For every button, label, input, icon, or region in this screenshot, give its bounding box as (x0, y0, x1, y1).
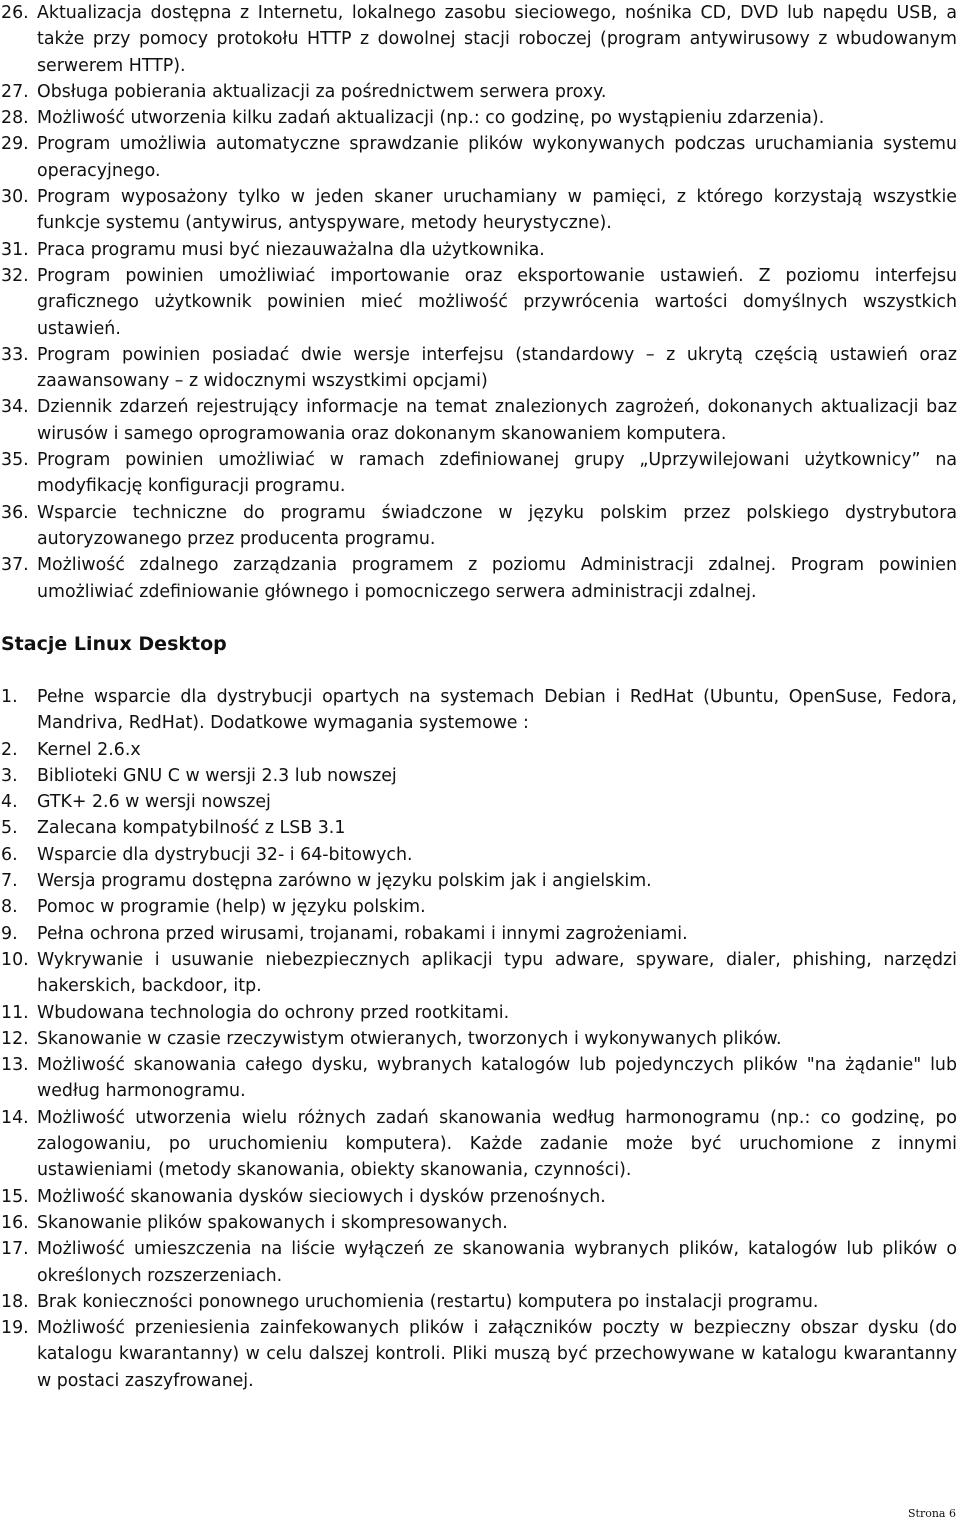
list-item-number: 4. (1, 792, 18, 813)
list-item-text: Program powinien umożliwiać w ramach zdefiniowanej grupy „Uprzywilejowani użytkownicy” na modyfikację konfiguracji programu. (37, 450, 957, 497)
list-item-text: Możliwość utworzenia wielu różnych zadań skanowania według harmonogramu (np.: co godzinę, po zalogowaniu, po uruchomieniu komputera). Każde zadanie może być uruchomione z innymi ustawieniami (metody skanowania, obiekty skanowania, czynności). (37, 1107, 957, 1181)
list-item-number: 12. (1, 1028, 29, 1049)
list-item-text: Wersja programu dostępna zarówno w języku polskim jak i angielskim. (37, 871, 652, 892)
list-item-number: 31. (1, 239, 29, 260)
list-item-number: 30. (1, 187, 29, 208)
list-item (1, 447, 957, 500)
list-item (1, 1289, 957, 1315)
list-item-number: 27. (1, 81, 29, 102)
list-item-text: Możliwość skanowania dysków sieciowych i dysków przenośnych. (37, 1186, 606, 1207)
list-item (1, 105, 957, 131)
list-item (1, 1184, 957, 1210)
list-item-number: 7. (1, 871, 18, 892)
list-item-text: Skanowanie plików spakowanych i skompresowanych. (37, 1212, 508, 1233)
list-item (1, 1105, 957, 1184)
list-item-number: 8. (1, 897, 18, 918)
list-item-text: Wykrywanie i usuwanie niebezpiecznych aplikacji typu adware, spyware, dialer, phishing, narzędzi hakerskich, backdoor, itp. (37, 949, 957, 997)
list-item-number: 19. (1, 1318, 29, 1339)
list-item-number: 11. (1, 1002, 29, 1023)
list-item-text: Możliwość zdalnego zarządzania programem z poziomu Administracji zdalnej. Program powinien umożliwiać zdefiniowanie głównego i pomocniczego serwera administracji zdalnej. (37, 555, 957, 602)
list-item-text: Skanowanie w czasie rzeczywistym otwieranych, tworzonych i wykonywanych plików. (37, 1028, 782, 1049)
list-item-text: Wsparcie dla dystrybucji 32- i 64-bitowych. (37, 844, 413, 865)
list-item (1, 394, 957, 447)
list-item (1, 342, 957, 395)
list-item-number: 28. (1, 108, 29, 129)
linux-desktop-requirements-list (1, 684, 957, 1394)
list-item-number: 14. (1, 1107, 29, 1128)
list-item-number: 9. (1, 923, 18, 944)
list-item-text: Program powinien posiadać dwie wersje interfejsu (standardowy – z ukrytą częścią ustawień oraz zaawansowany – z widocznymi wszystkimi opcjami) (37, 344, 957, 392)
list-item-number: 16. (1, 1212, 29, 1233)
list-item-text: Możliwość utworzenia kilku zadań aktualizacji (np.: co godzinę, po wystąpieniu zdarzenia). (37, 108, 825, 129)
list-item (1, 947, 957, 1000)
list-item-text: Biblioteki GNU C w wersji 2.3 lub nowszej (37, 765, 397, 786)
list-item-text: Wbudowana technologia do ochrony przed rootkitami. (37, 1002, 510, 1023)
list-item (1, 684, 957, 737)
list-item-number: 35. (1, 450, 29, 471)
list-item-number: 17. (1, 1239, 29, 1260)
list-item-number: 13. (1, 1055, 29, 1076)
list-item (1, 1052, 957, 1105)
list-item-number: 33. (1, 344, 29, 365)
list-item-number: 10. (1, 949, 29, 970)
list-item-text: Możliwość przeniesienia zainfekowanych plików i załączników poczty w bezpieczny obszar dysku (do katalogu kwarantanny) w celu dalszej kontroli. Pliki muszą być przechowywane w katalogu kwarantanny w postaci zaszyfrowanej. (37, 1318, 957, 1391)
list-item-text: Dziennik zdarzeń rejestrujący informacje na temat znalezionych zagrożeń, dokonanych aktualizacji baz wirusów i samego oprogramowania oraz dokonanym skanowaniem komputera. (37, 397, 957, 444)
list-item-text: Pomoc w programie (help) w języku polskim. (37, 897, 426, 918)
list-item (1, 0, 957, 79)
list-item-number: 2. (1, 739, 18, 760)
list-item (1, 737, 957, 763)
list-item-text: Brak konieczności ponownego uruchomienia (restartu) komputera po instalacji programu. (37, 1291, 819, 1312)
list-item (1, 842, 957, 868)
list-item-text: GTK+ 2.6 w wersji nowszej (37, 792, 271, 813)
list-item (1, 263, 957, 342)
list-item-number: 32. (1, 265, 29, 286)
requirements-list-continued (1, 0, 957, 605)
list-item-number: 36. (1, 502, 29, 523)
list-item (1, 1315, 957, 1394)
list-item (1, 131, 957, 184)
list-item (1, 500, 957, 553)
page-number: Strona 6 (908, 1507, 956, 1520)
list-item-text: Aktualizacja dostępna z Internetu, lokalnego zasobu sieciowego, nośnika CD, DVD lub napędu USB, a także przy pomocy protokołu HTTP z dowolnej stacji roboczej (program antywirusowy z wbudowanym serwerem HTTP). (37, 3, 957, 76)
list-item (1, 1210, 957, 1236)
list-item (1, 868, 957, 894)
list-item-number: 18. (1, 1291, 29, 1312)
list-item (1, 894, 957, 920)
list-item (1, 237, 957, 263)
list-item-number: 15. (1, 1186, 29, 1207)
list-item-number: 29. (1, 134, 29, 155)
list-item-number: 26. (1, 3, 29, 23)
section-heading: Stacje Linux Desktop (1, 633, 227, 655)
list-item (1, 815, 957, 841)
list-item-text: Praca programu musi być niezauważalna dla użytkownika. (37, 239, 545, 260)
list-item-text: Zalecana kompatybilność z LSB 3.1 (37, 818, 346, 839)
list-item (1, 79, 957, 105)
list-item (1, 789, 957, 815)
list-item-number: 1. (1, 687, 18, 707)
list-item-text: Kernel 2.6.x (37, 739, 141, 760)
list-item (1, 552, 957, 605)
list-item-number: 34. (1, 397, 29, 418)
list-item-number: 37. (1, 555, 29, 576)
list-item-number: 6. (1, 844, 18, 865)
list-item-number: 3. (1, 765, 18, 786)
list-item-text: Wsparcie techniczne do programu świadczone w języku polskim przez polskiego dystrybutora autoryzowanego przez producenta programu. (37, 502, 957, 549)
list-item (1, 1236, 957, 1289)
list-item-text: Możliwość umieszczenia na liście wyłączeń ze skanowania wybranych plików, katalogów lub plików o określonych rozszerzeniach. (37, 1239, 957, 1286)
list-item-text: Program powinien umożliwiać importowanie oraz eksportowanie ustawień. Z poziomu interfejsu graficznego użytkownik powinien mieć możliwość przywrócenia wartości domyślnych wszystkich ustawień. (37, 265, 957, 339)
list-item (1, 1000, 957, 1026)
list-item (1, 763, 957, 789)
list-item-text: Możliwość skanowania całego dysku, wybranych katalogów lub pojedynczych plików "na żądanie" lub według harmonogramu. (37, 1055, 957, 1102)
list-item-text: Obsługa pobierania aktualizacji za pośrednictwem serwera proxy. (37, 81, 607, 102)
list-item (1, 1026, 957, 1052)
list-item-text: Program umożliwia automatyczne sprawdzanie plików wykonywanych podczas uruchamiania systemu operacyjnego. (37, 134, 957, 181)
list-item (1, 921, 957, 947)
list-item-text: Program wyposażony tylko w jeden skaner uruchamiany w pamięci, z którego korzystają wszystkie funkcje systemu (antywirus, antyspyware, metody heurystyczne). (37, 187, 957, 234)
list-item-text: Pełna ochrona przed wirusami, trojanami, robakami i innymi zagrożeniami. (37, 923, 688, 944)
list-item (1, 184, 957, 237)
list-item-number: 5. (1, 818, 18, 839)
list-item-text: Pełne wsparcie dla dystrybucji opartych na systemach Debian i RedHat (Ubuntu, OpenSuse, Fedora, Mandriva, RedHat). Dodatkowe wymagania systemowe : (37, 687, 957, 734)
